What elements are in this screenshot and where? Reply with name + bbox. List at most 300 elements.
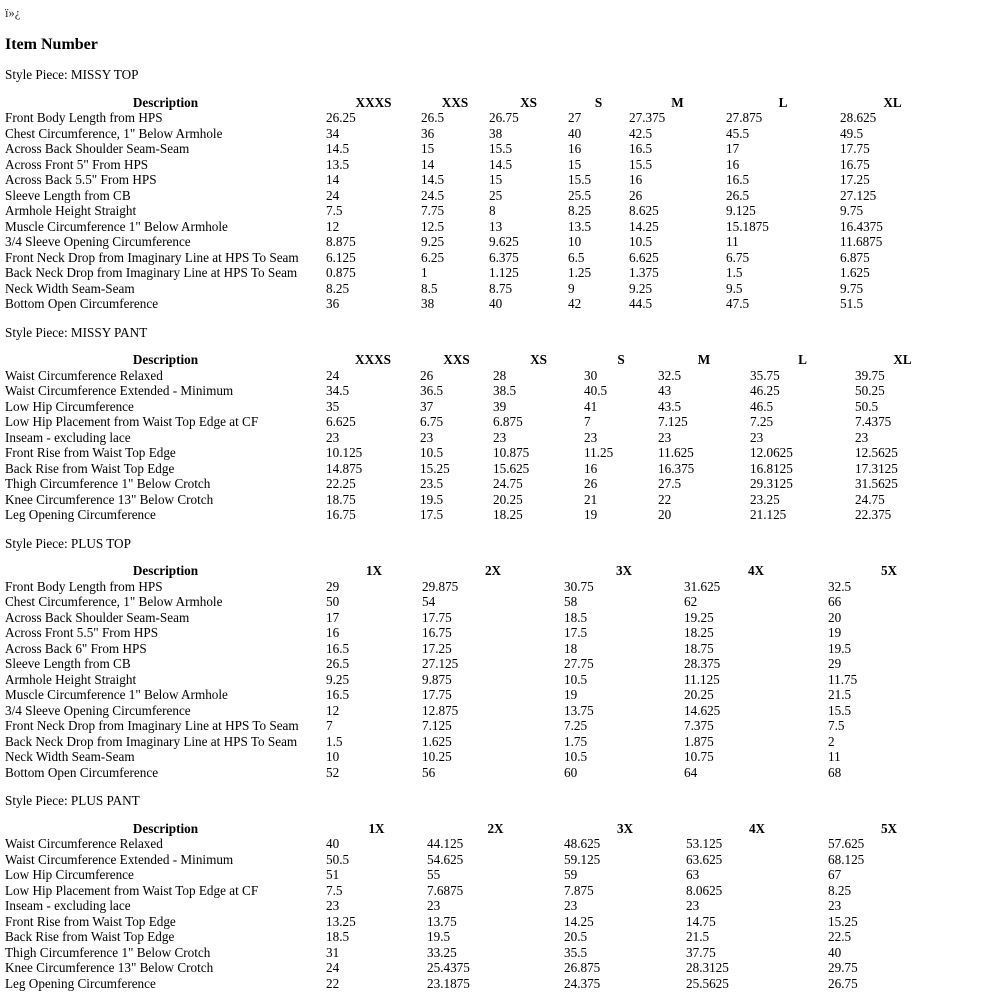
measurement-value: 10.5 — [564, 671, 588, 687]
measurement-value: 15.25 — [420, 460, 450, 476]
measurement-value: 37.75 — [686, 944, 716, 960]
measurement-description: Front Body Length from HPS — [5, 110, 163, 125]
measurement-value: 51 — [326, 867, 340, 882]
measurement-description: Muscle Circumference 1" Below Armhole — [5, 687, 228, 702]
measurement-value: 19.5 — [427, 929, 451, 944]
measurement-row — [5, 656, 950, 672]
measurement-value: 6.875 — [840, 249, 870, 265]
measurement-description: Back Neck Drop from Imaginary Line at HPS To Seam — [5, 265, 298, 280]
measurement-value: 27.5 — [658, 476, 682, 491]
style-piece-label: Style Piece: PLUS TOP — [5, 535, 131, 551]
measurement-description: Front Neck Drop from Imaginary Line at HPS To Seam — [5, 249, 299, 265]
measurement-description: Low Hip Placement from Waist Top Edge at CF — [5, 882, 259, 898]
measurement-value: 9.875 — [422, 671, 452, 687]
measurement-value: 9.25 — [326, 671, 350, 687]
measurement-value: 23 — [584, 429, 598, 445]
size-column-header: XXXS — [355, 352, 391, 367]
measurement-value: 31.625 — [684, 578, 721, 594]
measurement-table-header — [5, 563, 950, 579]
measurement-description: Inseam - excluding lace — [5, 429, 131, 445]
measurement-table — [5, 95, 945, 312]
measurement-value: 17.3125 — [855, 460, 898, 476]
measurement-value: 1.5 — [726, 265, 743, 280]
style-piece-label: Style Piece: PLUS PANT — [5, 793, 140, 808]
measurement-value: 14.75 — [686, 913, 716, 929]
measurement-row — [5, 399, 950, 415]
measurement-value: 40 — [489, 296, 503, 311]
measurement-value: 25 — [489, 187, 503, 203]
measurement-value: 24.75 — [855, 491, 885, 507]
measurement-row — [5, 461, 950, 477]
sections-container — [5, 67, 989, 991]
measurement-row — [5, 476, 950, 492]
measurement-value: 16.75 — [840, 156, 870, 172]
measurement-value: 6.375 — [489, 249, 519, 265]
measurement-value: 1.5 — [326, 733, 343, 749]
measurement-value: 46.5 — [750, 398, 774, 414]
measurement-row — [5, 126, 945, 142]
measurement-value: 17 — [726, 141, 740, 156]
measurement-row — [5, 188, 945, 204]
measurement-value: 8.25 — [568, 203, 592, 218]
measurement-description: Across Back 5.5" From HPS — [5, 172, 157, 187]
measurement-value: 28.3125 — [686, 960, 729, 975]
measurement-value: 16.5 — [326, 687, 350, 702]
measurement-value: 28.625 — [840, 110, 877, 125]
measurement-value: 15.1875 — [726, 218, 769, 234]
measurement-value: 20 — [658, 507, 672, 522]
measurement-value: 23 — [427, 898, 441, 913]
measurement-row — [5, 836, 950, 852]
size-column-header: 5X — [880, 563, 898, 578]
measurement-value: 36 — [421, 125, 435, 141]
measurement-value: 8.25 — [326, 280, 350, 296]
measurement-value: 26.75 — [489, 110, 519, 125]
size-column-header: 4X — [748, 820, 766, 836]
measurement-value: 12 — [326, 218, 340, 234]
measurement-value: 11.25 — [584, 445, 614, 460]
measurement-value: 22 — [658, 491, 672, 507]
measurement-value: 7.875 — [564, 882, 594, 898]
measurement-value: 38 — [489, 125, 503, 141]
measurement-row — [5, 945, 950, 961]
measurement-description: Front Rise from Waist Top Edge — [5, 913, 176, 929]
measurement-value: 17.25 — [840, 172, 870, 187]
measurement-value: 43 — [658, 383, 672, 398]
measurement-row — [5, 296, 945, 312]
measurement-description: Leg Opening Circumference — [5, 507, 156, 522]
measurement-value: 27.125 — [840, 187, 877, 203]
measurement-row — [5, 749, 950, 765]
measurement-value: 22.5 — [828, 929, 852, 944]
measurement-value: 22 — [326, 975, 340, 991]
measurement-value: 7.5 — [326, 203, 343, 218]
measurement-row — [5, 157, 945, 173]
measurement-description: Back Rise from Waist Top Edge — [5, 460, 175, 476]
size-column-header: XXS — [443, 352, 470, 367]
measurement-value: 8.625 — [629, 203, 659, 218]
measurement-value: 29 — [326, 578, 340, 594]
measurement-row — [5, 703, 950, 719]
size-column-header: 1X — [365, 563, 383, 578]
description-column-header: Description — [132, 94, 199, 110]
measurement-value: 23.1875 — [427, 975, 470, 991]
measurement-value: 23 — [828, 898, 842, 913]
size-column-header: 1X — [368, 820, 385, 836]
measurement-value: 26.5 — [326, 656, 350, 671]
measurement-value: 9 — [568, 280, 575, 296]
measurement-value: 1.625 — [422, 733, 452, 749]
measurement-value: 54.625 — [427, 851, 464, 867]
measurement-value: 8.25 — [828, 882, 852, 898]
measurement-value: 15 — [568, 156, 582, 172]
measurement-value: 15 — [489, 172, 503, 187]
measurement-value: 7.375 — [684, 718, 714, 733]
measurement-value: 14 — [326, 172, 340, 187]
measurement-value: 19.25 — [684, 609, 714, 625]
measurement-value: 9.25 — [629, 280, 653, 296]
measurement-description: Back Neck Drop from Imaginary Line at HPS To Seam — [5, 733, 298, 749]
measurement-value: 16.5 — [629, 141, 653, 156]
measurement-row — [5, 265, 945, 281]
measurement-description: Across Back 6" From HPS — [5, 640, 147, 656]
measurement-value: 26.875 — [564, 960, 601, 975]
measurement-description: Inseam - excluding lace — [5, 898, 131, 913]
measurement-value: 16 — [568, 141, 582, 156]
measurement-value: 14.625 — [684, 702, 721, 718]
measurement-value: 50.5 — [326, 851, 350, 867]
measurement-value: 51.5 — [840, 296, 864, 311]
measurement-row — [5, 141, 945, 157]
measurement-value: 10.5 — [629, 234, 653, 249]
measurement-value: 29.875 — [422, 578, 459, 594]
measurement-row — [5, 368, 950, 384]
measurement-value: 16.4375 — [840, 218, 883, 234]
measurement-value: 18.75 — [326, 491, 356, 507]
style-piece-section — [5, 325, 989, 523]
measurement-description: Across Front 5.5" From HPS — [5, 625, 159, 640]
measurement-description: Waist Circumference Extended - Minimum — [5, 383, 234, 398]
measurement-value: 7.6875 — [427, 882, 464, 898]
size-column-header: XL — [883, 94, 902, 110]
measurement-value: 17.25 — [422, 640, 452, 656]
measurement-value: 45.5 — [726, 125, 750, 141]
measurement-table — [5, 821, 950, 992]
measurement-value: 41 — [584, 398, 598, 414]
measurement-value: 18.5 — [326, 929, 350, 944]
measurement-value: 16.8125 — [750, 460, 793, 476]
measurement-row — [5, 594, 950, 610]
measurement-value: 8.75 — [489, 280, 513, 296]
measurement-row — [5, 672, 950, 688]
measurement-value: 15.25 — [828, 913, 858, 929]
measurement-description: Across Front 5" From HPS — [5, 156, 149, 172]
measurement-row — [5, 234, 945, 250]
measurement-value: 7.75 — [421, 203, 445, 218]
measurement-value: 35.75 — [750, 367, 780, 383]
measurement-value: 18.75 — [684, 640, 714, 656]
measurement-value: 46.25 — [750, 383, 780, 398]
measurement-value: 27.375 — [629, 110, 666, 125]
measurement-value: 9.5 — [726, 280, 743, 296]
measurement-value: 36 — [326, 296, 340, 311]
measurement-description: Sleeve Length from CB — [5, 187, 131, 203]
measurement-value: 13.25 — [326, 913, 356, 929]
measurement-value: 20.25 — [493, 491, 523, 507]
measurement-value: 10.875 — [493, 445, 530, 460]
measurement-value: 7 — [584, 414, 591, 429]
measurement-value: 31.5625 — [855, 476, 898, 491]
measurement-value: 68.125 — [828, 851, 865, 867]
measurement-value: 12.0625 — [750, 445, 793, 460]
measurement-table-header — [5, 95, 945, 111]
measurement-value: 15.5 — [629, 156, 653, 172]
measurement-value: 18.25 — [684, 625, 714, 640]
size-column-header: XXS — [441, 94, 469, 110]
measurement-value: 24.5 — [421, 187, 445, 203]
measurement-row — [5, 281, 945, 297]
measurement-row — [5, 445, 950, 461]
measurement-value: 10.25 — [422, 749, 452, 764]
measurement-value: 25.5 — [568, 187, 592, 203]
measurement-row — [5, 492, 950, 508]
measurement-value: 26.5 — [421, 110, 445, 125]
measurement-row — [5, 203, 945, 219]
measurement-value: 36.5 — [420, 383, 444, 398]
measurement-row — [5, 929, 950, 945]
measurement-value: 23 — [750, 429, 764, 445]
measurement-value: 7.5 — [828, 718, 845, 733]
measurement-value: 44.5 — [629, 296, 653, 311]
measurement-value: 1.875 — [684, 733, 714, 749]
measurement-value: 21.125 — [750, 507, 787, 522]
measurement-value: 24.75 — [493, 476, 523, 491]
measurement-row — [5, 383, 950, 399]
size-column-header: 5X — [880, 820, 898, 836]
measurement-value: 15.5 — [489, 141, 513, 156]
measurement-value: 17.75 — [422, 687, 452, 702]
measurement-value: 10.5 — [564, 749, 588, 764]
measurement-row — [5, 625, 950, 641]
header-row — [5, 563, 950, 579]
description-column-header: Description — [132, 563, 199, 578]
measurement-value: 1.625 — [840, 265, 870, 280]
size-column-header: M — [671, 94, 684, 110]
measurement-value: 64 — [684, 764, 698, 780]
measurement-value: 50.5 — [855, 398, 879, 414]
measurement-value: 25.4375 — [427, 960, 470, 975]
measurement-description: Thigh Circumference 1" Below Crotch — [5, 944, 211, 960]
measurement-value: 49.5 — [840, 125, 864, 141]
measurement-value: 19 — [828, 625, 842, 640]
measurement-row — [5, 765, 950, 781]
measurement-value: 23 — [658, 429, 672, 445]
measurement-value: 16.5 — [326, 640, 350, 656]
measurement-value: 24 — [326, 187, 340, 203]
measurement-row — [5, 976, 950, 992]
header-row — [5, 95, 945, 111]
measurement-value: 19.5 — [828, 640, 852, 656]
measurement-description: Waist Circumference Extended - Minimum — [5, 851, 234, 867]
measurement-description: 3/4 Sleeve Opening Circumference — [5, 234, 191, 249]
measurement-value: 15.5 — [828, 702, 852, 718]
measurement-value: 9.75 — [840, 203, 864, 218]
measurement-value: 10 — [568, 234, 582, 249]
measurement-value: 15.625 — [493, 460, 530, 476]
measurement-value: 22.25 — [326, 476, 356, 491]
measurement-value: 9.625 — [489, 234, 519, 249]
size-column-header: L — [778, 94, 788, 110]
measurement-table-header — [5, 352, 950, 368]
measurement-value: 6.625 — [629, 249, 659, 265]
measurement-value: 38.5 — [493, 383, 517, 398]
measurement-value: 7.25 — [750, 414, 774, 429]
measurement-value: 16.375 — [658, 460, 695, 476]
measurement-value: 60 — [564, 764, 578, 780]
measurement-value: 39 — [493, 398, 507, 414]
measurement-value: 23.5 — [420, 476, 444, 491]
measurement-value: 1.125 — [489, 265, 519, 280]
measurement-value: 16.75 — [422, 625, 452, 640]
measurement-row — [5, 641, 950, 657]
measurement-description: Back Rise from Waist Top Edge — [5, 929, 175, 944]
measurement-row — [5, 898, 950, 914]
measurement-value: 13.75 — [564, 702, 594, 718]
measurement-description: Low Hip Circumference — [5, 398, 134, 414]
measurement-value: 23 — [564, 898, 578, 913]
measurement-value: 18.25 — [493, 507, 523, 522]
measurement-value: 59 — [564, 867, 578, 882]
measurement-value: 22.375 — [855, 507, 892, 522]
measurement-description: 3/4 Sleeve Opening Circumference — [5, 702, 191, 718]
measurement-row — [5, 610, 950, 626]
measurement-value: 17.75 — [422, 609, 452, 625]
measurement-value: 6.25 — [421, 249, 445, 265]
description-column-header: Description — [132, 820, 199, 836]
measurement-value: 32.5 — [658, 367, 682, 383]
style-piece-label: Style Piece: MISSY PANT — [5, 324, 148, 340]
measurement-value: 29.3125 — [750, 476, 793, 491]
measurement-value: 33.25 — [427, 944, 457, 960]
measurement-description: Neck Width Seam-Seam — [5, 749, 135, 764]
measurement-row — [5, 250, 945, 266]
measurement-value: 26.25 — [326, 110, 356, 125]
measurement-value: 23.25 — [750, 491, 780, 507]
measurement-value: 8.875 — [326, 234, 356, 249]
measurement-value: 40 — [828, 944, 842, 960]
measurement-value: 58 — [564, 594, 578, 609]
measurement-value: 26 — [584, 476, 598, 491]
measurement-value: 6.75 — [420, 414, 444, 429]
measurement-description: Across Back Shoulder Seam-Seam — [5, 141, 190, 156]
measurement-value: 21.5 — [828, 687, 852, 702]
measurement-value: 13 — [489, 218, 503, 234]
measurement-value: 26 — [420, 367, 434, 383]
measurement-value: 32.5 — [828, 578, 852, 594]
measurement-value: 6.625 — [326, 414, 356, 429]
measurement-value: 9.125 — [726, 203, 756, 218]
measurement-table-header — [5, 821, 950, 837]
measurement-value: 8.0625 — [686, 882, 723, 898]
measurement-value: 6.875 — [493, 414, 523, 429]
header-row — [5, 352, 950, 368]
measurement-value: 40 — [326, 836, 340, 851]
measurement-value: 26.5 — [726, 187, 750, 203]
measurement-value: 19 — [584, 507, 598, 522]
measurement-value: 14.25 — [629, 218, 659, 234]
measurement-value: 27 — [568, 110, 582, 125]
measurement-value: 8.5 — [421, 280, 438, 296]
measurement-description: Leg Opening Circumference — [5, 975, 156, 991]
measurement-value: 6.5 — [568, 249, 585, 265]
size-column-header: XL — [893, 352, 912, 367]
measurement-value: 16.5 — [726, 172, 750, 187]
measurement-row — [5, 867, 950, 883]
measurement-value: 27.875 — [726, 110, 763, 125]
size-column-header: M — [697, 352, 711, 367]
measurement-value: 63 — [686, 867, 700, 882]
measurement-value: 2 — [828, 733, 835, 749]
measurement-value: 17.5 — [420, 507, 444, 522]
measurement-description: Front Body Length from HPS — [5, 578, 163, 594]
size-column-header: S — [594, 94, 603, 110]
measurement-table — [5, 352, 950, 523]
measurement-value: 6.75 — [726, 249, 750, 265]
measurement-description: Front Neck Drop from Imaginary Line at HPS To Seam — [5, 718, 299, 733]
measurement-value: 67 — [828, 867, 842, 882]
measurement-value: 56 — [422, 764, 436, 780]
measurement-value: 50.25 — [855, 383, 885, 398]
measurement-row — [5, 414, 950, 430]
measurement-value: 7.125 — [422, 718, 452, 733]
measurement-value: 42 — [568, 296, 582, 311]
measurement-value: 23 — [326, 429, 340, 445]
measurement-row — [5, 430, 950, 446]
size-column-header: 3X — [616, 820, 634, 836]
measurement-value: 23 — [855, 429, 869, 445]
measurement-value: 29.75 — [828, 960, 858, 975]
measurement-description: Chest Circumference, 1" Below Armhole — [5, 594, 223, 609]
measurement-value: 15 — [421, 141, 435, 156]
measurement-row — [5, 687, 950, 703]
measurement-value: 10 — [326, 749, 340, 764]
measurement-description: Knee Circumference 13" Below Crotch — [5, 960, 214, 975]
measurement-row — [5, 579, 950, 595]
measurement-value: 11.625 — [658, 445, 694, 460]
measurement-description: Chest Circumference, 1" Below Armhole — [5, 125, 223, 141]
measurement-description: Knee Circumference 13" Below Crotch — [5, 491, 214, 507]
measurement-row — [5, 507, 950, 523]
measurement-value: 23 — [326, 898, 340, 913]
measurement-value: 1 — [421, 265, 428, 280]
measurement-value: 13.5 — [326, 156, 350, 172]
measurement-row — [5, 852, 950, 868]
measurement-value: 12.5625 — [855, 445, 898, 460]
measurement-value: 18 — [564, 640, 578, 656]
measurement-row — [5, 960, 950, 976]
measurement-description: Low Hip Placement from Waist Top Edge at CF — [5, 414, 259, 429]
measurement-value: 18.5 — [564, 609, 588, 625]
measurement-value: 48.625 — [564, 836, 601, 851]
measurement-value: 25.5625 — [686, 975, 729, 991]
measurement-value: 27.75 — [564, 656, 594, 671]
measurement-value: 14.25 — [564, 913, 594, 929]
measurement-value: 24.375 — [564, 975, 601, 991]
measurement-value: 30.75 — [564, 578, 594, 594]
measurement-description: Bottom Open Circumference — [5, 764, 159, 780]
measurement-description: Armhole Height Straight — [5, 203, 137, 218]
measurement-description: Front Rise from Waist Top Edge — [5, 445, 176, 460]
